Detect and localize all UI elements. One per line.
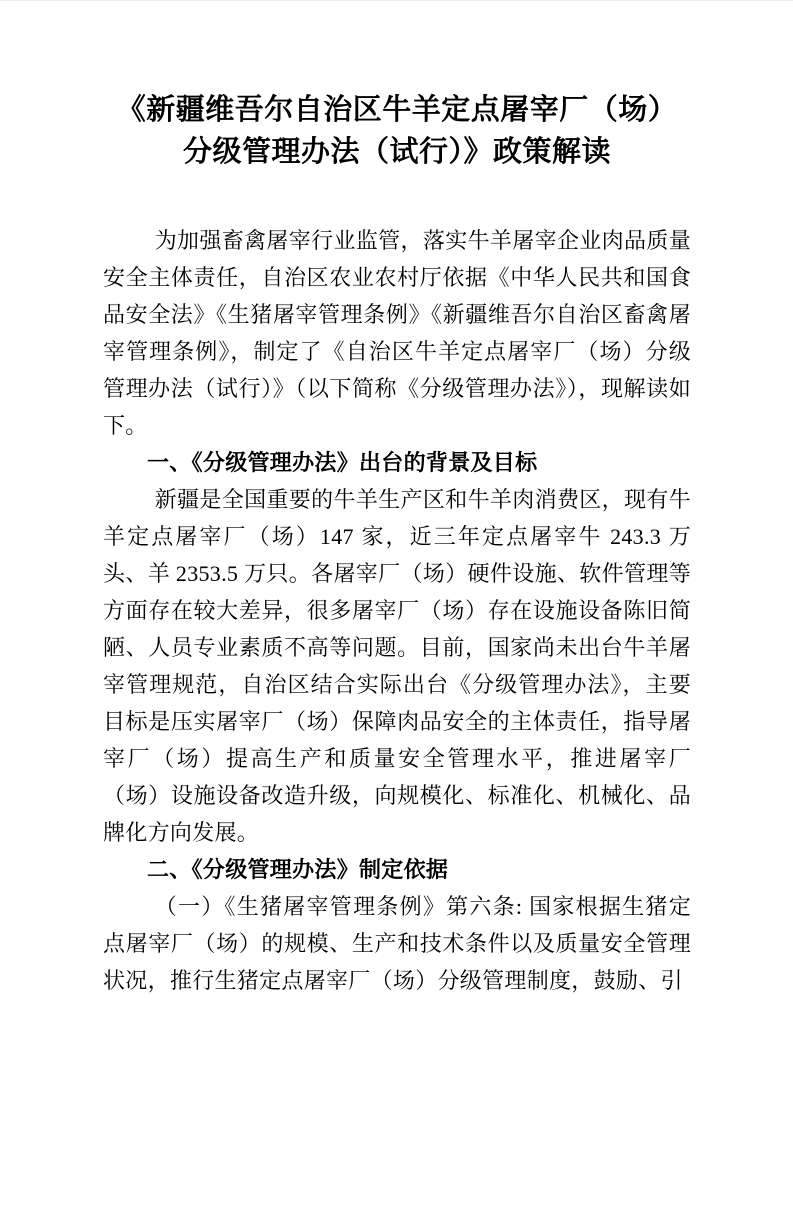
- body-paragraph: （一）《生猪屠宰管理条例》第六条: 国家根据生猪定点屠宰厂（场）的规模、生产和技术条件以及质量安全管理状况，推行生猪定点屠宰厂（场）分级管理制度，鼓励、引: [103, 894, 691, 993]
- document-title-line-1: 《新疆维吾尔自治区牛羊定点屠宰厂（场）: [116, 94, 678, 126]
- document-title-line-2: 分级管理办法（试行）》政策解读: [182, 136, 611, 168]
- body-paragraph: 新疆是全国重要的牛羊生产区和牛羊肉消费区，现有牛羊定点屠宰厂（场）147 家，近三年定点屠宰牛 243.3 万头、羊 2353.5 万只。各屠宰厂（场）硬件设施、软件管理等方面存在较大差异，很多屠宰厂（场）存在设施设备陈旧简陋、人员专业素质不高等问题。目前，国家尚未出台牛羊屠宰管理规范，自治区结合实际出台《分级管理办法》，主要目标是压实屠宰厂（场）保障肉品安全的主体责任，指导屠宰厂（场）提高生产和质量安全管理水平，推进屠宰厂（场）设施设备改造升级，向规模化、标准化、机械化、品牌化方向发展。: [103, 487, 691, 845]
- body-paragraph: 为加强畜禽屠宰行业监管，落实牛羊屠宰企业肉品质量安全主体责任，自治区农业农村厅依据《中华人民共和国食品安全法》《生猪屠宰管理条例》《新疆维吾尔自治区畜禽屠宰管理条例》，制定了《自治区牛羊定点屠宰厂（场）分级管理办法（试行）》（以下简称《分级管理办法》），现解读如下。: [103, 228, 691, 438]
- section-heading: 一、《分级管理办法》出台的背景及目标: [147, 450, 538, 475]
- document-body: [103, 222, 691, 999]
- document-page: [0, 89, 793, 1211]
- section-heading: 二、《分级管理办法》制定依据: [147, 857, 449, 882]
- document-title: [103, 89, 691, 173]
